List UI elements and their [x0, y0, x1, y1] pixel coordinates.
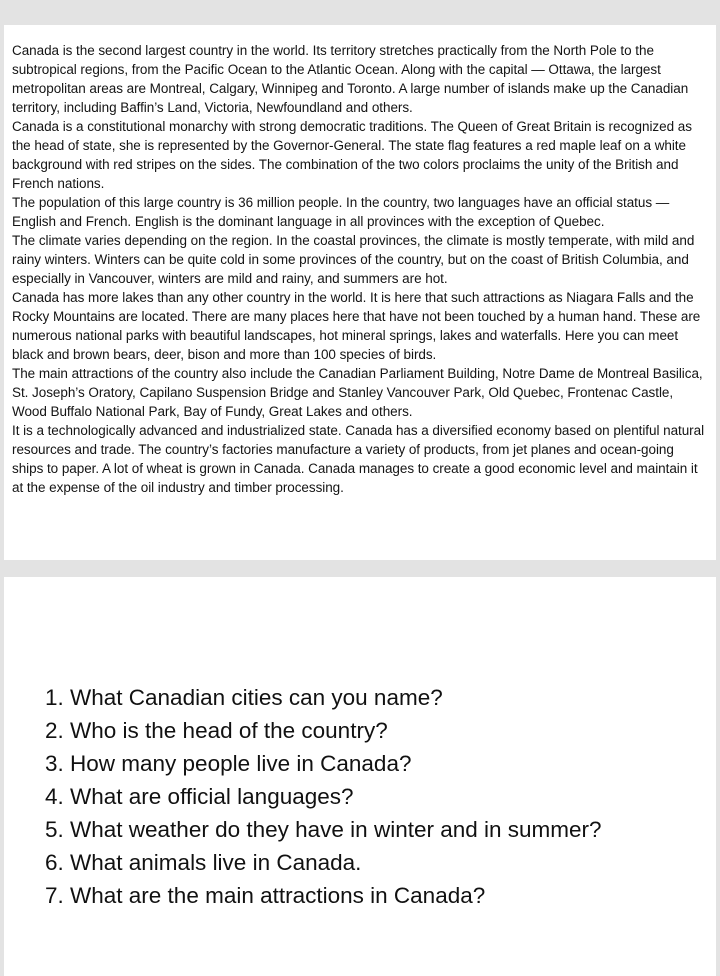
question-item: 7. What are the main attractions in Canada?: [45, 883, 486, 908]
reading-text-page: [4, 25, 716, 560]
paragraph-geography: Canada is the second largest country in the world. Its territory stretches practically from the North Pole to the subtropical regions, from the Pacific Ocean to the Atlantic Ocean. Along with the capital — Ottawa, the largest metropolitan areas are Montreal, Calgary, Winnipeg and Toronto. A large number of islands make up the Canadian territory, including Baffin’s Land, Victoria, Newfoundland and others.: [12, 43, 689, 115]
paragraph-climate: The climate varies depending on the region. In the coastal provinces, the climate is mostly temperate, with mild and rainy winters. Winters can be quite cold in some provinces of the country, but on the coast of British Columbia, and especially in Vancouver, winters are mild and rainy, and summers are hot.: [12, 233, 695, 286]
question-item: 2. Who is the head of the country?: [45, 718, 388, 743]
question-item: 5. What weather do they have in winter and in summer?: [45, 817, 602, 842]
paragraph-government: Canada is a constitutional monarchy with strong democratic traditions. The Queen of Great Britain is recognized as the head of state, she is represented by the Governor-General. The state flag features a red maple leaf on a white background with red stripes on the sides. The combination of the two colors proclaims the unity of the British and French nations.: [12, 119, 692, 191]
question-list: [45, 681, 602, 912]
question-item: 6. What animals live in Canada.: [45, 850, 362, 875]
paragraph-population: The population of this large country is 36 million people. In the country, two languages have an official status — English and French. English is the dominant language in all provinces with the exception of Quebec.: [12, 195, 670, 229]
question-item: 1. What Canadian cities can you name?: [45, 685, 443, 710]
question-item: 3. How many people live in Canada?: [45, 751, 412, 776]
questions-page: [4, 577, 716, 976]
paragraph-economy: It is a technologically advanced and industrialized state. Canada has a diversified economy based on plentiful natural resources and trade. The country’s factories manufacture a variety of products, from jet planes and ocean-going ships to paper. A lot of wheat is grown in Canada. Canada manages to create a good economic level and maintain it at the expense of the oil industry and timber processing.: [12, 423, 705, 495]
paragraph-attractions: The main attractions of the country also include the Canadian Parliament Building, Notre Dame de Montreal Basilica, St. Joseph’s Oratory, Capilano Suspension Bridge and Stanley Vancouver Park, Old Quebec, Frontenac Castle, Wood Buffalo National Park, Bay of Fundy, Great Lakes and others.: [12, 366, 703, 419]
question-item: 4. What are official languages?: [45, 784, 354, 809]
paragraph-nature: Canada has more lakes than any other country in the world. It is here that such attractions as Niagara Falls and the Rocky Mountains are located. There are many places here that have not been touched by a human hand. These are numerous national parks with beautiful landscapes, hot mineral springs, lakes and waterfalls. Here you can meet black and brown bears, deer, bison and more than 100 species of birds.: [12, 290, 701, 362]
